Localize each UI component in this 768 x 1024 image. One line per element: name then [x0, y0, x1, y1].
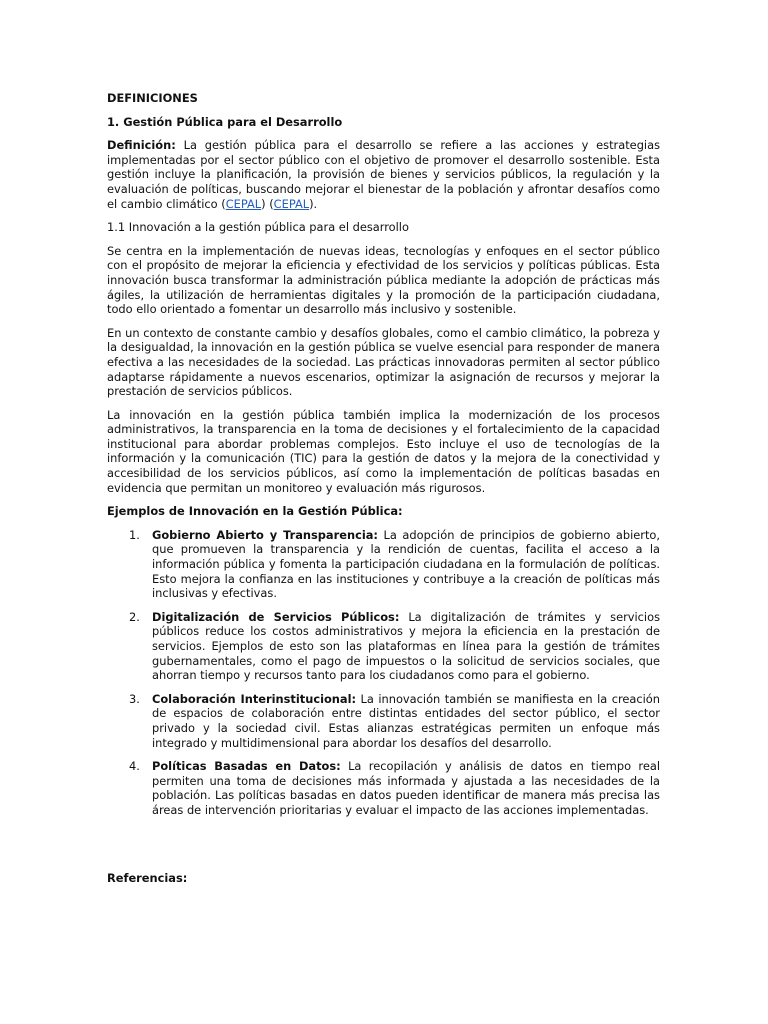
examples-list [107, 528, 660, 818]
body-paragraph-1: Se centra en la implementación de nuevas ideas, tecnologías y enfoques en el sector público con el propósito de mejorar la eficiencia y efectividad de los servicios y políticas públicas. Esta innovación busca transformar la administración pública mediante la adopción de prácticas más ágiles, la utilización de herramientas digitales y la promoción de la participación ciudadana, todo ello orientado a fomentar un desarrollo más inclusivo y sostenible. [107, 243, 660, 317]
list-item [107, 528, 660, 601]
list-item-title: Colaboración Interinstitucional: [152, 691, 357, 706]
document-title: DEFINICIONES [107, 91, 198, 105]
list-item-text: La digitalización de trámites y servicios públicos reduce los costos administrativos y mejora la eficiencia en la prestación de servicios. Ejemplos de esto son las plataformas en línea para la gestión de trámites gubernamentales, como el pago de impuestos o la solicitud de servicios sociales, que ahorran tiempo y recursos tanto para los ciudadanos como para el gobierno. [152, 609, 660, 683]
definition-end: ). [309, 196, 318, 211]
link-separator: ) ( [261, 196, 274, 211]
body-paragraph-3: La innovación en la gestión pública también implica la modernización de los procesos administrativos, la transparencia en la toma de decisiones y el fortalecimiento de la capacidad institucional para abordar problemas complejos. Esto incluye el uso de tecnologías de la información y la comunicación (TIC) para la gestión de datos y la mejora de la conectividad y accesibilidad de los servicios públicos, así como la implementación de políticas basadas en evidencia que permitan un monitoreo y evaluación más rigurosos. [107, 407, 660, 495]
list-item [107, 692, 660, 750]
list-item-text: La recopilación y análisis de datos en tiempo real permiten una toma de decisiones más informada y ajustada a las necesidades de la población. Las políticas basadas en datos pueden identificar de manera más precisa las áreas de intervención prioritarias y evaluar el impacto de las acciones implementadas. [152, 759, 660, 817]
list-item [107, 759, 660, 817]
cepal-link-1[interactable]: CEPAL [225, 196, 262, 211]
definition-paragraph [107, 138, 660, 211]
subsection-heading: 1.1 Innovación a la gestión pública para el desarrollo [107, 220, 409, 235]
section-heading: 1. Gestión Pública para el Desarrollo [107, 114, 343, 129]
list-item-title: Gobierno Abierto y Transparencia: [152, 527, 378, 542]
definition-text: La gestión pública para el desarrollo se refiere a las acciones y estrategias implementadas por el sector público con el objetivo de promover el desarrollo sostenible. Esta gestión incluye la planificación, la provisión de bienes y servicios públicos, la regulación y la evaluación de políticas, buscando mejorar el bienestar de la población y afrontar desafíos como el cambio climático ( [107, 138, 660, 211]
list-item-title: Políticas Basadas en Datos: [152, 759, 341, 774]
definition-label: Definición: [107, 138, 176, 153]
list-item-text: La adopción de principios de gobierno abierto, que promueven la transparencia y la rendición de cuentas, facilita el acceso a la información pública y fomenta la participación ciudadana en la formulación de políticas. Esto mejora la confianza en las instituciones y contribuye a la creación de políticas más inclusivas y efectivas. [152, 527, 660, 601]
body-paragraph-2: En un contexto de constante cambio y desafíos globales, como el cambio climático, la pobreza y la desigualdad, la innovación en la gestión pública se vuelve esencial para responder de manera efectiva a las necesidades de la sociedad. Las prácticas innovadoras permiten al sector público adaptarse rápidamente a nuevos escenarios, optimizar la asignación de recursos y mejorar la prestación de servicios públicos. [107, 325, 660, 399]
cepal-link-2[interactable]: CEPAL [273, 196, 310, 211]
list-item-text: La innovación también se manifiesta en la creación de espacios de colaboración entre distintas entidades del sector público, el sector privado y la sociedad civil. Estas alianzas estratégicas permiten un enfoque más integrado y multidimensional para abordar los desafíos del desarrollo. [152, 691, 660, 750]
list-number: 2. [129, 609, 140, 624]
list-item [107, 610, 660, 683]
list-number: 4. [129, 759, 140, 774]
list-item-title: Digitalización de Servicios Públicos: [152, 609, 400, 624]
list-number: 3. [129, 691, 140, 706]
examples-heading: Ejemplos de Innovación en la Gestión Pública: [107, 504, 403, 519]
list-number: 1. [129, 527, 140, 542]
references-heading: Referencias: [107, 870, 188, 885]
